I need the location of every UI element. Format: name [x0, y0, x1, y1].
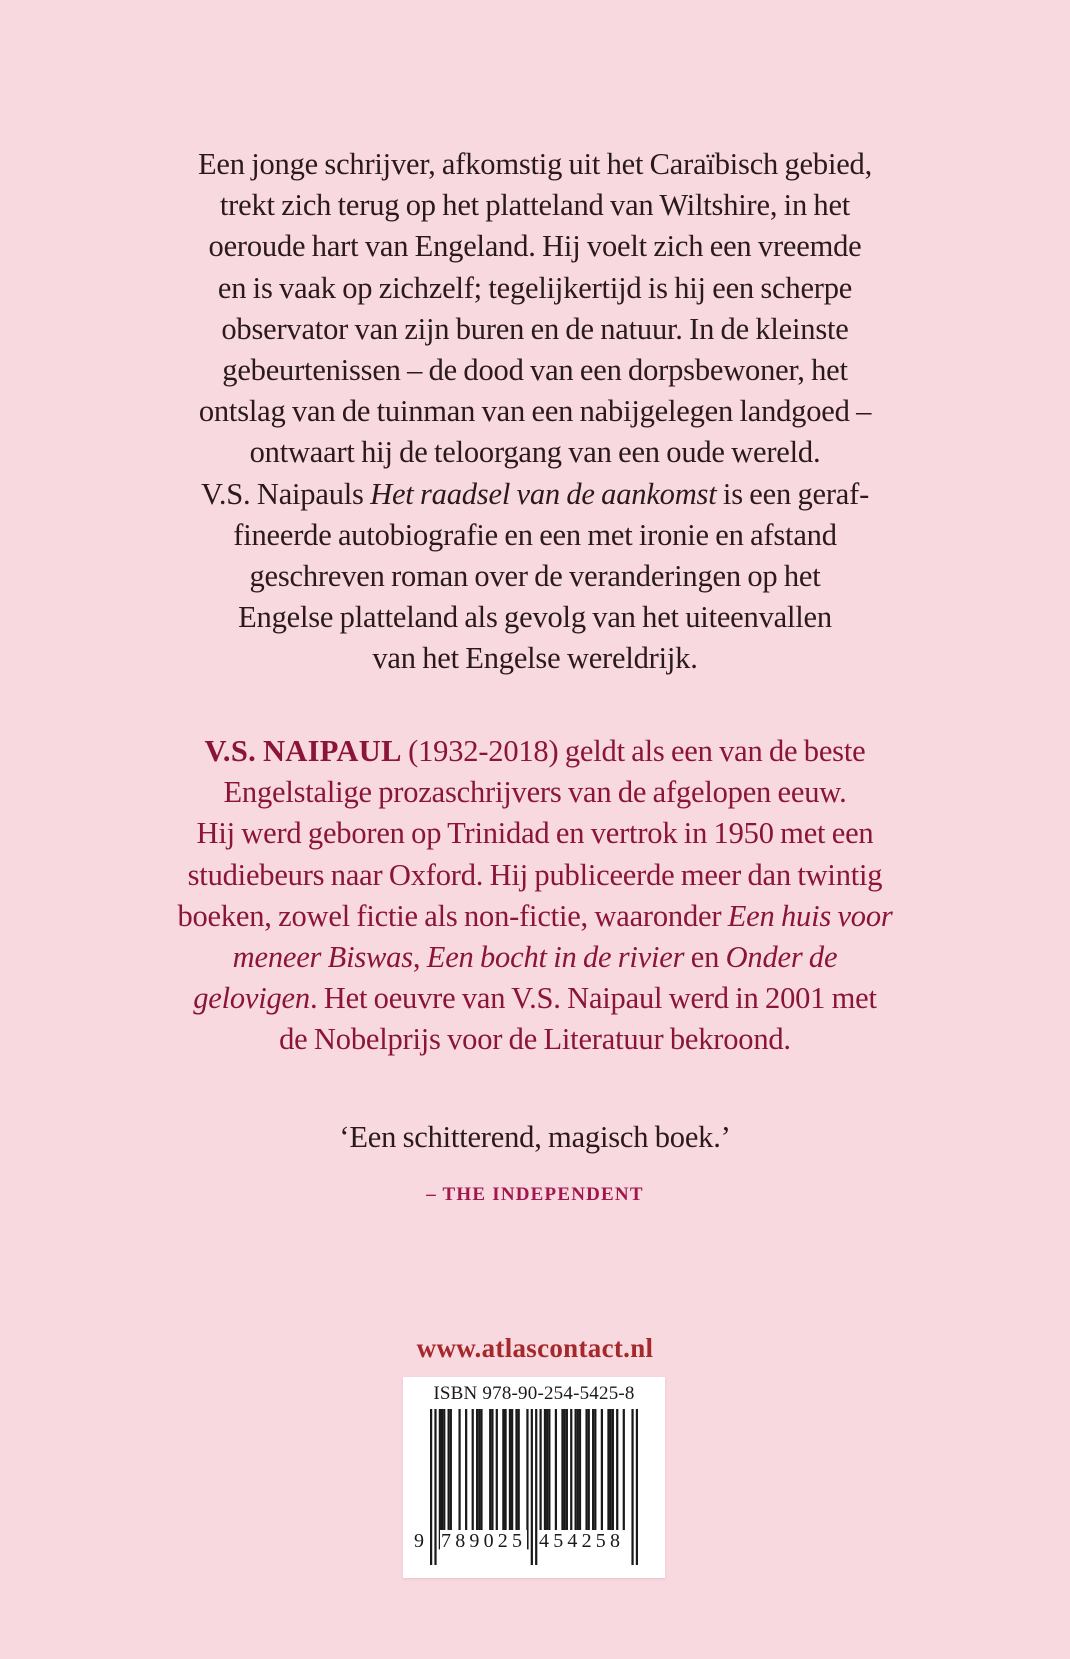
text-run: en	[684, 940, 726, 975]
text-run: . Het oeuvre van V.S. Naipaul werd in 2001 met	[309, 981, 877, 1016]
blurb-line	[0, 515, 1070, 556]
text-run: Een jonge schrijver, afkomstig uit het Caraïbisch gebied,	[197, 147, 873, 181]
text-run: V.S. Naipauls	[200, 476, 371, 511]
review-quote	[0, 1117, 1070, 1158]
blurb-line	[0, 268, 1070, 309]
isbn-barcode	[403, 1377, 665, 1578]
author-name: V.S. NAIPAUL	[204, 734, 402, 768]
bio-line	[0, 855, 1070, 896]
book-title: Het raadsel van de aankomst	[370, 476, 717, 511]
bio-line	[0, 772, 1070, 813]
book-title: Een huis voor	[727, 898, 893, 933]
author-bio-paragraph	[0, 731, 1070, 1061]
blurb-line	[0, 226, 1070, 267]
text-run: trekt zich terug op het platteland van Wiltshire, in het	[219, 188, 851, 223]
bio-line	[0, 1019, 1070, 1060]
blurb-line	[0, 556, 1070, 597]
text-run: en is vaak op zichzelf; tegelijkertijd is hij een scherpe	[217, 270, 853, 305]
text-run: van het Engelse wereldrijk.	[372, 641, 698, 676]
publisher-website-link[interactable]: www.atlascontact.nl	[416, 1333, 654, 1363]
text-run: ,	[412, 940, 427, 975]
text-run: ontslag van de tuinman van een nabijgelegen landgoed –	[198, 394, 872, 429]
text-run: is een geraf-	[716, 476, 870, 511]
text-run: gebeurtenissen – de dood van een dorpsbewoner, het	[222, 353, 848, 388]
blurb-paragraph	[0, 144, 1070, 680]
text-run: fineerde autobiografie en een met ironie en afstand	[233, 517, 837, 552]
quote-text: ‘Een schitterend, magisch boek.’	[339, 1120, 731, 1154]
text-run: (1932-2018) geldt als een van de beste	[401, 734, 866, 768]
book-title: Onder de	[725, 940, 838, 975]
text-run: observator van zijn buren en de natuur. In de kleinste	[221, 311, 849, 346]
bio-line	[0, 731, 1070, 772]
blurb-line	[0, 432, 1070, 473]
blurb-line	[0, 597, 1070, 638]
barcode-digit-group-left: 789025	[441, 1530, 527, 1552]
text-run: studiebeurs naar Oxford. Hij publiceerde meer dan twintig	[187, 857, 883, 892]
book-title: Een bocht in de rivier	[426, 940, 685, 975]
blurb-line	[0, 144, 1070, 185]
quote-attribution: – THE INDEPENDENT	[426, 1184, 644, 1205]
bio-line	[0, 813, 1070, 854]
blurb-line	[0, 185, 1070, 226]
barcode-digits	[413, 1530, 645, 1564]
text-run: de Nobelprijs voor de Literatuur bekroond.	[279, 1022, 791, 1057]
book-title: meneer Biswas	[232, 940, 413, 975]
text-run: boeken, zowel fictie als non-fictie, waaronder	[177, 898, 728, 933]
bio-line	[0, 937, 1070, 978]
text-run: geschreven roman over de veranderingen op het	[249, 559, 821, 594]
barcode-digit-first: 9	[414, 1530, 424, 1552]
bio-line	[0, 978, 1070, 1019]
blurb-line	[0, 391, 1070, 432]
text-run: Engelse platteland als gevolg van het uiteenvallen	[238, 600, 832, 635]
blurb-line	[0, 350, 1070, 391]
bio-line	[0, 896, 1070, 937]
blurb-line	[0, 309, 1070, 350]
barcode-digit-group-right: 454258	[539, 1530, 625, 1552]
blurb-line	[0, 638, 1070, 679]
isbn-label: ISBN 978-90-254-5425-8	[433, 1383, 635, 1404]
text-run: Hij werd geboren op Trinidad en vertrok in 1950 met een	[196, 816, 874, 851]
text-run: ontwaart hij de teloorgang van een oude wereld.	[249, 435, 821, 470]
text-run: Engelstalige prozaschrijvers van de afgelopen eeuw.	[223, 775, 847, 810]
book-title: gelovigen	[193, 981, 310, 1016]
blurb-line	[0, 474, 1070, 515]
text-run: oeroude hart van Engeland. Hij voelt zich een vreemde	[208, 229, 862, 264]
